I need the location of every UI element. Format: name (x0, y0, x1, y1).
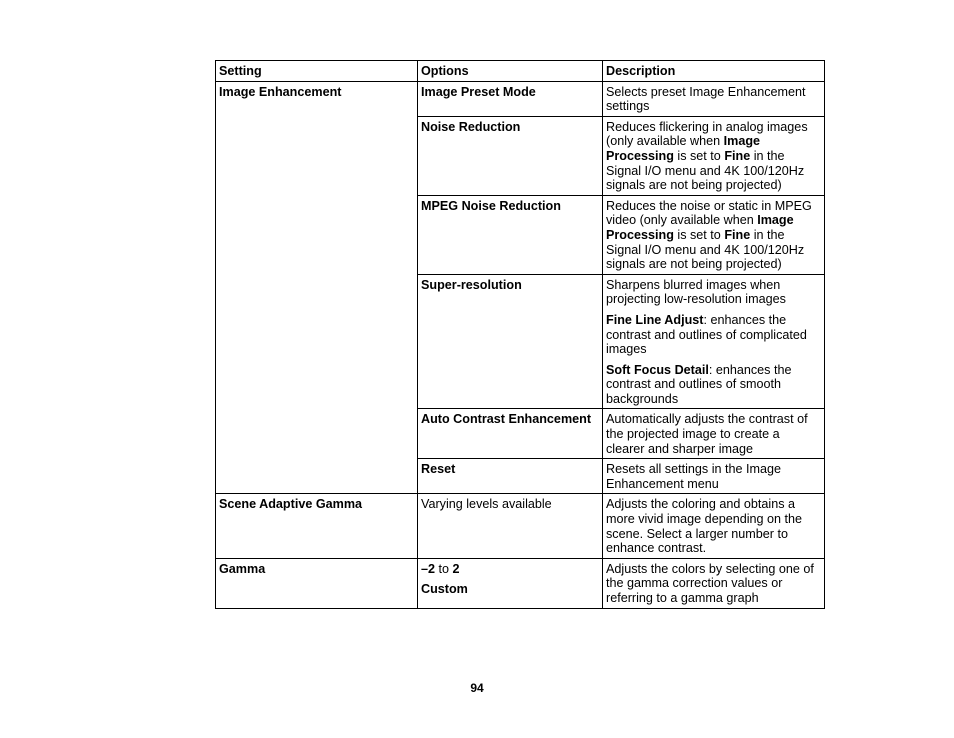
option-reset: Reset (418, 459, 603, 494)
description-paragraph: Sharpens blurred images when projecting low-resolution images (606, 277, 786, 307)
description-text: Reduces the noise or static in MPEG video (only available when (606, 198, 812, 228)
description-image-preset-mode: Selects preset Image Enhancement settings (603, 81, 825, 116)
description-text: is set to (673, 148, 725, 163)
gamma-range-to: 2 (452, 561, 460, 576)
description-reset: Resets all settings in the Image Enhancement menu (603, 459, 825, 494)
description-noise-reduction (603, 116, 825, 195)
description-text: is set to (673, 227, 725, 242)
settings-table (215, 60, 825, 609)
description-bold-term: Fine (724, 227, 751, 242)
option-super-resolution: Super-resolution (418, 274, 603, 409)
column-header-setting: Setting (216, 61, 418, 82)
gamma-range (421, 562, 598, 577)
description-text: Reduces flickering in analog images (only available when (606, 119, 808, 149)
description-scene-adaptive-gamma: Adjusts the coloring and obtains a more vivid image depending on the scene. Select a larger number to enhance contrast. (603, 494, 825, 558)
option-mpeg-noise-reduction: MPEG Noise Reduction (418, 195, 603, 274)
description-text: in the Signal I/O menu and 4K 100/120Hz signals are not being projected) (606, 227, 805, 272)
description-text: in the Signal I/O menu and 4K 100/120Hz signals are not being projected) (606, 148, 805, 193)
gamma-range-from: –2 (421, 561, 436, 576)
table-row (216, 558, 825, 608)
option-image-preset-mode: Image Preset Mode (418, 81, 603, 116)
page-number: 94 (470, 681, 484, 695)
gamma-range-to-word: to (435, 561, 453, 576)
option-noise-reduction: Noise Reduction (418, 116, 603, 195)
description-super-resolution (603, 274, 825, 409)
setting-image-enhancement: Image Enhancement (216, 81, 418, 494)
description-paragraph (606, 313, 820, 357)
column-header-description: Description (603, 61, 825, 82)
table-row (216, 494, 825, 558)
column-header-options: Options (418, 61, 603, 82)
description-mpeg-noise-reduction (603, 195, 825, 274)
description-bold-term: Image Processing (606, 134, 761, 163)
soft-focus-detail-desc: : enhances the contrast and outlines of smooth backgrounds (606, 362, 792, 406)
fine-line-adjust-desc: : enhances the contrast and outlines of complicated images (606, 312, 807, 357)
setting-scene-adaptive-gamma: Scene Adaptive Gamma (216, 494, 418, 558)
gamma-custom-option: Custom (421, 582, 468, 597)
description-gamma: Adjusts the colors by selecting one of the gamma correction values or referring to a gamma graph (603, 558, 825, 608)
description-paragraph (606, 363, 820, 407)
setting-gamma: Gamma (216, 558, 418, 608)
option-gamma-values (418, 558, 603, 608)
description-auto-contrast-enhancement: Automatically adjusts the contrast of the projected image to create a clearer and sharper image (603, 409, 825, 459)
option-auto-contrast-enhancement: Auto Contrast Enhancement (418, 409, 603, 459)
soft-focus-detail-label: Soft Focus Detail (606, 362, 709, 377)
description-bold-term: Image Processing (606, 213, 794, 242)
table-row (216, 81, 825, 116)
option-varying-levels: Varying levels available (418, 494, 603, 558)
fine-line-adjust-label: Fine Line Adjust (606, 312, 704, 327)
table-header-row (216, 61, 825, 82)
description-bold-term: Fine (724, 148, 751, 163)
